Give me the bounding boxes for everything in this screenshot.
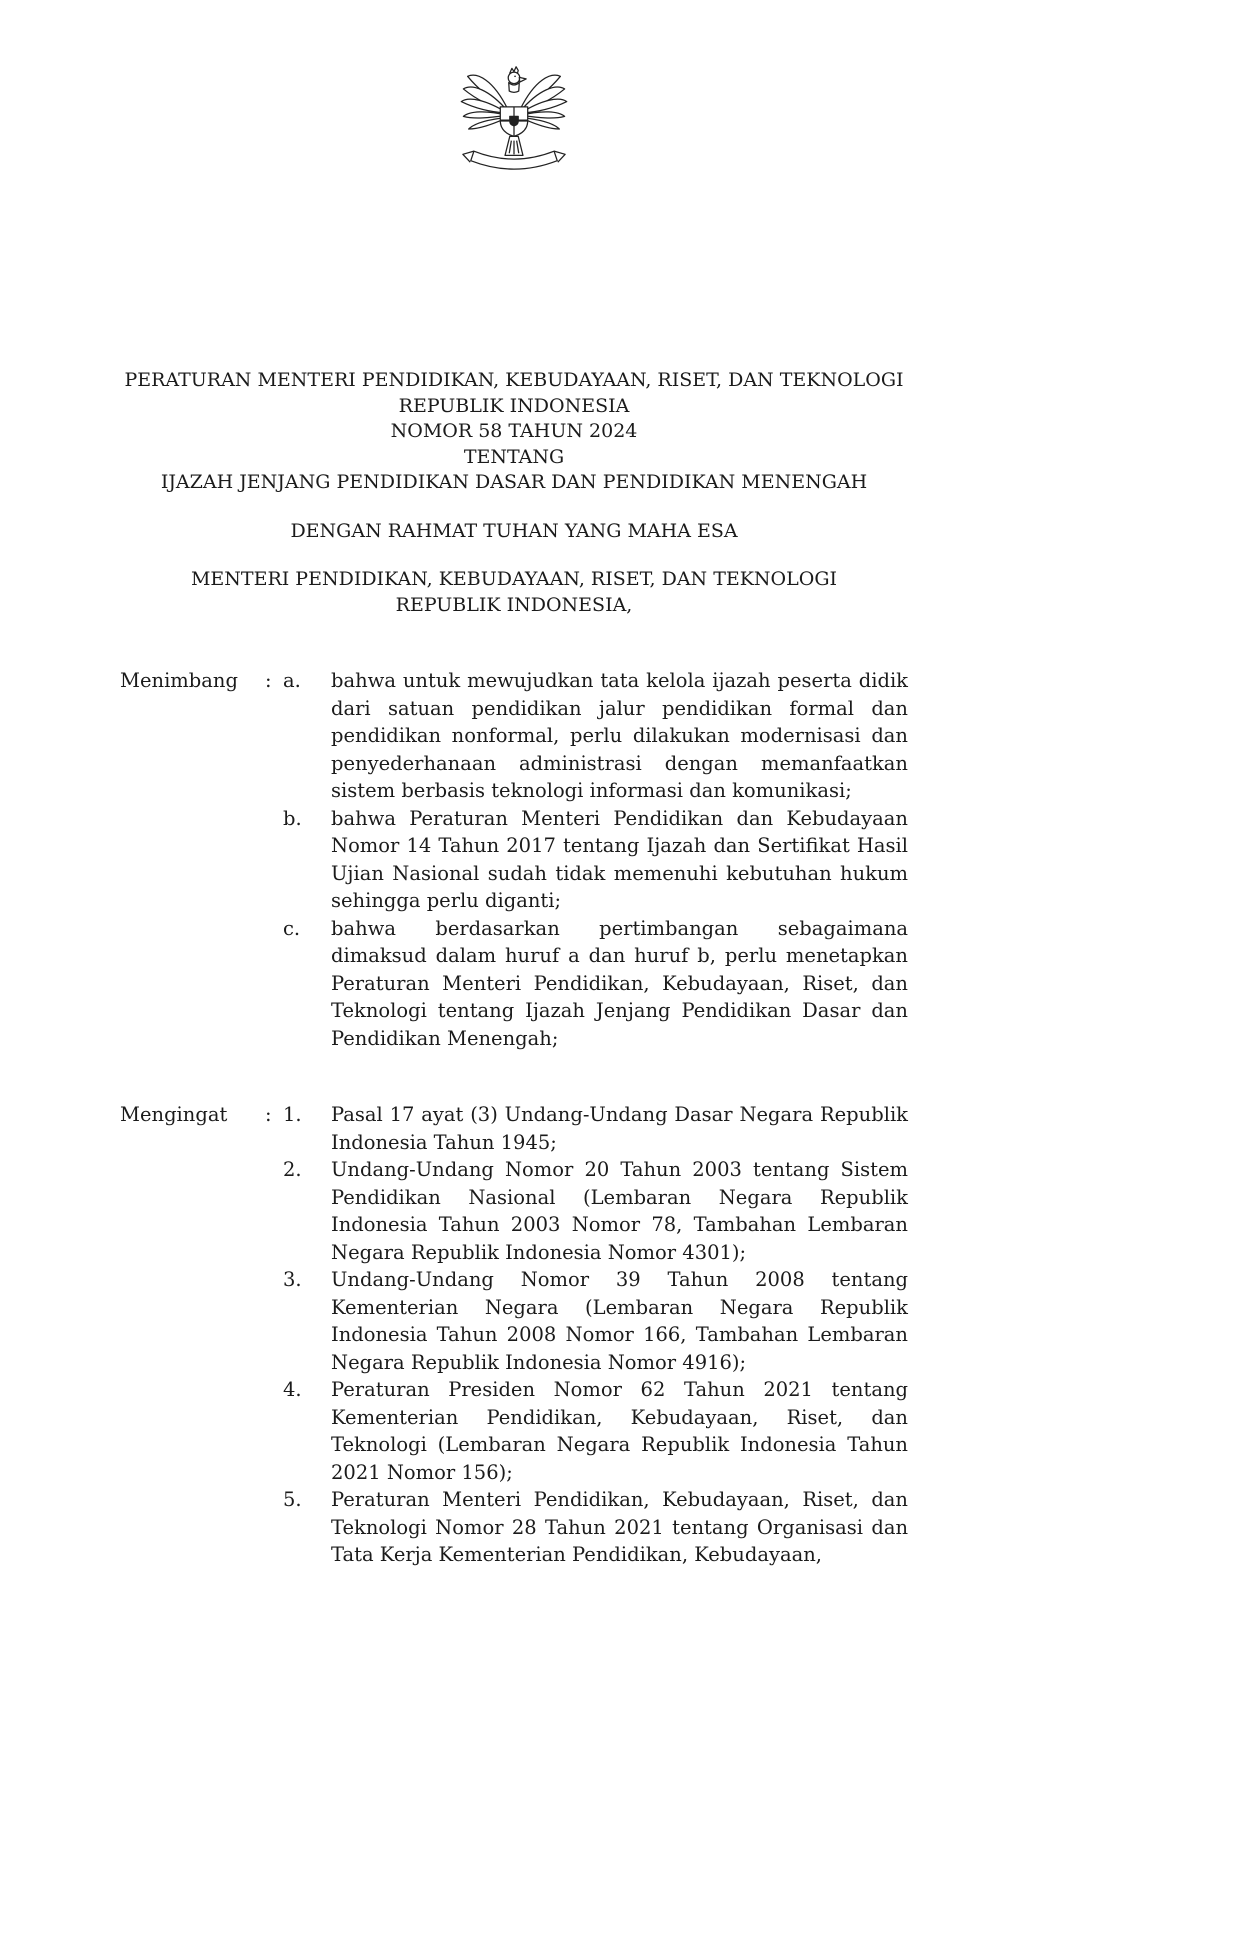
legal-basis-item (283, 1101, 908, 1156)
authority-block (95, 567, 933, 618)
item-text: bahwa berdasarkan pertimbangan sebagaimana dimaksud dalam huruf a dan huruf b, perlu menetapkan Peraturan Menteri Pendidikan, Kebudayaan, Riset, dan Teknologi tentang Ijazah Jenjang Pendidikan Dasar dan Pendidikan Menengah; (331, 916, 908, 1050)
item-text: Undang-Undang Nomor 39 Tahun 2008 tentang Kementerian Negara (Lembaran Negara Republik Indonesia Tahun 2008 Nomor 166, Tambahan Lembaran Negara Republik Indonesia Nomor 4916); (331, 1268, 908, 1374)
considerations-items (283, 667, 908, 1052)
item-text: bahwa untuk mewujudkan tata kelola ijazah peserta didik dari satuan pendidikan jalur pendidikan formal dan pendidikan nonformal, perlu dilakukan modernisasi dan penyederhanaan administrasi dengan memanfaatkan sistem berbasis teknologi informasi dan komunikasi; (331, 669, 908, 802)
tentang-label: TENTANG (463, 445, 565, 468)
item-marker: c. (283, 916, 301, 940)
considerations-label: Menimbang (120, 669, 238, 692)
legal-basis-items (283, 1101, 908, 1569)
emblem-container (120, 58, 908, 182)
legal-basis-item (283, 1266, 908, 1376)
title-block (95, 368, 933, 496)
item-text: Pasal 17 ayat (3) Undang-Undang Dasar Negara Republik Indonesia Tahun 1945; (331, 1103, 908, 1154)
legal-basis-label: Mengingat (120, 1103, 228, 1126)
item-marker: 1. (283, 1103, 302, 1126)
item-marker: 5. (283, 1488, 302, 1511)
item-marker: 2. (283, 1158, 302, 1181)
considerations-separator: : (265, 669, 272, 692)
legal-basis-item (283, 1486, 908, 1569)
invocation-line: DENGAN RAHMAT TUHAN YANG MAHA ESA (290, 519, 738, 542)
authority-line-2: REPUBLIK INDONESIA, (395, 593, 633, 616)
item-text: Peraturan Menteri Pendidikan, Kebudayaan, Riset, dan Teknologi Nomor 28 Tahun 2021 tentang Organisasi dan Tata Kerja Kementerian Pendidikan, Kebudayaan, (331, 1488, 908, 1566)
legal-basis-item (283, 1156, 908, 1266)
item-marker: a. (283, 669, 301, 692)
title-line-2: REPUBLIK INDONESIA (398, 394, 630, 417)
regulation-number: NOMOR 58 TAHUN 2024 (390, 420, 638, 442)
item-text: Undang-Undang Nomor 20 Tahun 2003 tentang Sistem Pendidikan Nasional (Lembaran Negara Republik Indonesia Tahun 2003 Nomor 78, Tambahan Lembaran Negara Republik Indonesia Nomor 4301); (331, 1158, 908, 1264)
consideration-item (283, 805, 908, 915)
legal-basis-section (120, 1101, 908, 1569)
item-marker: b. (283, 806, 302, 830)
garuda-pancasila-emblem (456, 58, 572, 180)
title-line-1: PERATURAN MENTERI PENDIDIKAN, KEBUDAYAAN, RISET, DAN TEKNOLOGI (124, 369, 904, 391)
item-text: bahwa Peraturan Menteri Pendidikan dan Kebudayaan Nomor 14 Tahun 2017 tentang Ijazah dan Sertifikat Hasil Ujian Nasional sudah tidak memenuhi kebutuhan hukum sehingga perlu diganti; (331, 806, 908, 912)
item-marker: 4. (283, 1378, 302, 1401)
consideration-item (283, 667, 908, 805)
item-marker: 3. (283, 1268, 302, 1291)
legal-basis-item (283, 1376, 908, 1486)
consideration-item (283, 915, 908, 1053)
legal-basis-separator: : (265, 1103, 272, 1126)
subject-line: IJAZAH JENJANG PENDIDIKAN DASAR DAN PENDIDIKAN MENENGAH (160, 471, 868, 493)
authority-line-1: MENTERI PENDIDIKAN, KEBUDAYAAN, RISET, DAN TEKNOLOGI (190, 568, 838, 590)
considerations-section (120, 667, 908, 1052)
item-text: Peraturan Presiden Nomor 62 Tahun 2021 tentang Kementerian Pendidikan, Kebudayaan, Riset, dan Teknologi (Lembaran Negara Republik Indonesia Tahun 2021 Nomor 156); (331, 1378, 908, 1484)
